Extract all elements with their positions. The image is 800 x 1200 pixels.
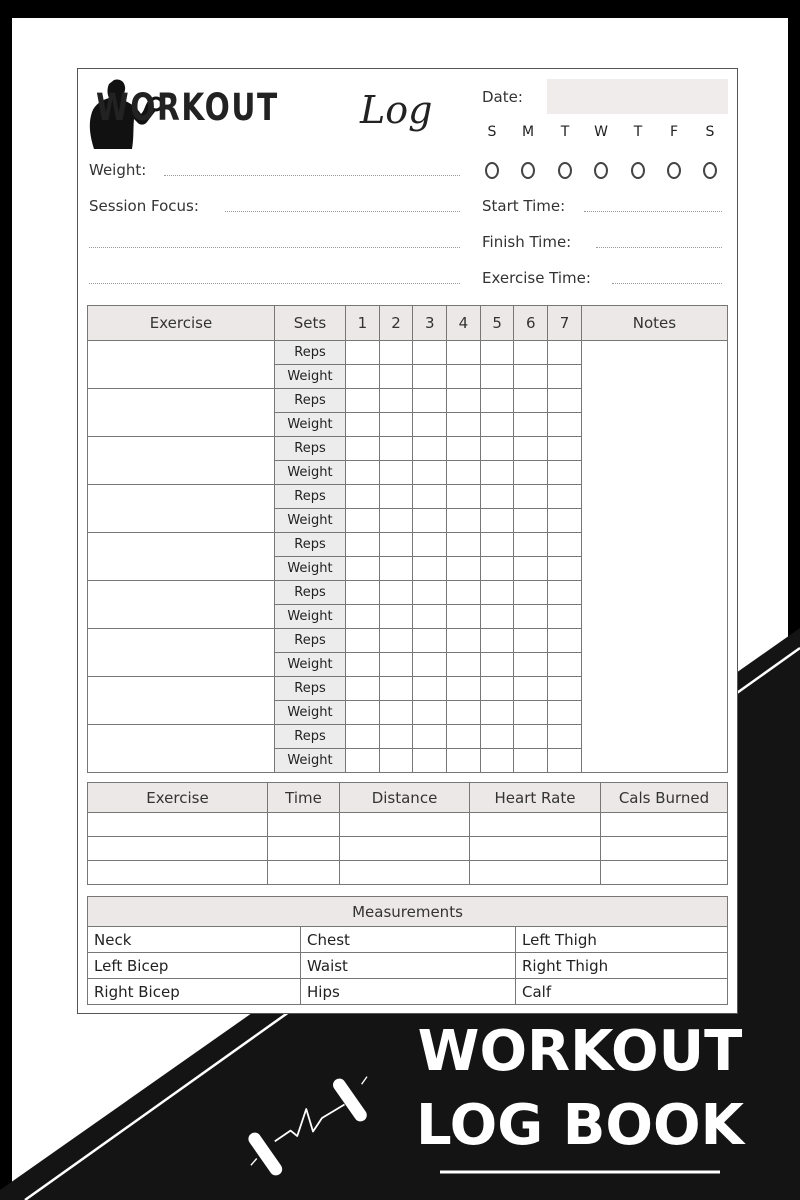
- set-cell[interactable]: [379, 725, 413, 749]
- exercise-cell[interactable]: [88, 629, 275, 677]
- set-cell[interactable]: [514, 413, 548, 437]
- set-cell[interactable]: [548, 557, 582, 581]
- set-cell[interactable]: [514, 365, 548, 389]
- set-cell[interactable]: [480, 557, 514, 581]
- sets-table: [87, 305, 728, 773]
- set-cell[interactable]: [480, 629, 514, 653]
- set-cell[interactable]: [548, 653, 582, 677]
- set-cell[interactable]: [413, 749, 447, 773]
- cardio-cell[interactable]: [88, 861, 268, 885]
- set-cell[interactable]: [379, 365, 413, 389]
- measurement-cell[interactable]: Left Bicep: [88, 953, 301, 979]
- set-cell[interactable]: [346, 389, 380, 413]
- set-cell[interactable]: [548, 677, 582, 701]
- set-type-label: Reps: [275, 389, 346, 413]
- set-cell[interactable]: [413, 389, 447, 413]
- set-cell[interactable]: [480, 485, 514, 509]
- logo-title: WORKOUT: [96, 86, 279, 129]
- set-cell[interactable]: [379, 485, 413, 509]
- set-cell[interactable]: [447, 629, 481, 653]
- session-focus-line-2[interactable]: [89, 247, 460, 248]
- measurement-cell[interactable]: Waist: [301, 953, 516, 979]
- set-cell[interactable]: [413, 557, 447, 581]
- set-cell[interactable]: [514, 485, 548, 509]
- set-cell[interactable]: [480, 581, 514, 605]
- set-type-label: Weight: [275, 413, 346, 437]
- set-cell[interactable]: [548, 725, 582, 749]
- table-row: [88, 341, 728, 365]
- column-header: 1: [346, 306, 380, 341]
- column-header: Exercise: [88, 306, 275, 341]
- cardio-cell[interactable]: [340, 837, 470, 861]
- set-type-label: Weight: [275, 365, 346, 389]
- set-cell[interactable]: [480, 437, 514, 461]
- weight-field[interactable]: [164, 175, 460, 176]
- start-time-label: Start Time:: [482, 197, 566, 215]
- column-header: 7: [548, 306, 582, 341]
- set-cell[interactable]: [480, 413, 514, 437]
- set-cell[interactable]: [548, 629, 582, 653]
- set-cell[interactable]: [346, 413, 380, 437]
- finish-time-label: Finish Time:: [482, 233, 572, 251]
- set-cell[interactable]: [548, 461, 582, 485]
- day-label: T: [633, 124, 643, 140]
- set-cell[interactable]: [413, 701, 447, 725]
- column-header: Sets: [275, 306, 346, 341]
- cardio-cell[interactable]: [88, 837, 268, 861]
- date-field[interactable]: [547, 79, 728, 114]
- set-cell[interactable]: [548, 389, 582, 413]
- set-cell[interactable]: [413, 365, 447, 389]
- set-cell[interactable]: [346, 533, 380, 557]
- set-type-label: Reps: [275, 629, 346, 653]
- set-cell[interactable]: [514, 581, 548, 605]
- column-header: Heart Rate: [470, 783, 601, 813]
- set-cell[interactable]: [346, 485, 380, 509]
- exercise-cell[interactable]: [88, 341, 275, 389]
- set-cell[interactable]: [346, 629, 380, 653]
- set-cell[interactable]: [346, 677, 380, 701]
- cardio-cell[interactable]: [88, 813, 268, 837]
- set-cell[interactable]: [447, 533, 481, 557]
- set-cell[interactable]: [480, 365, 514, 389]
- set-cell[interactable]: [346, 581, 380, 605]
- set-cell[interactable]: [447, 701, 481, 725]
- column-header: Exercise: [88, 783, 268, 813]
- set-cell[interactable]: [346, 701, 380, 725]
- set-cell[interactable]: [346, 341, 380, 365]
- cover-title-line2: LOG BOOK: [415, 1093, 745, 1158]
- set-cell[interactable]: [548, 437, 582, 461]
- set-type-label: Weight: [275, 605, 346, 629]
- measurement-cell[interactable]: Right Thigh: [516, 953, 728, 979]
- set-cell[interactable]: [447, 557, 481, 581]
- set-cell[interactable]: [514, 389, 548, 413]
- set-cell[interactable]: [480, 509, 514, 533]
- set-cell[interactable]: [413, 677, 447, 701]
- set-cell[interactable]: [346, 557, 380, 581]
- cardio-cell[interactable]: [470, 813, 601, 837]
- exercise-cell[interactable]: [88, 437, 275, 485]
- set-cell[interactable]: [346, 461, 380, 485]
- set-cell[interactable]: [447, 653, 481, 677]
- day-checkbox[interactable]: [703, 162, 717, 179]
- set-type-label: Reps: [275, 533, 346, 557]
- table-row: [88, 927, 728, 953]
- set-cell[interactable]: [447, 581, 481, 605]
- set-type-label: Reps: [275, 437, 346, 461]
- set-type-label: Reps: [275, 341, 346, 365]
- set-cell[interactable]: [447, 509, 481, 533]
- notes-cell[interactable]: [581, 341, 727, 773]
- cardio-cell[interactable]: [268, 813, 340, 837]
- cardio-cell[interactable]: [470, 861, 601, 885]
- set-cell[interactable]: [413, 605, 447, 629]
- session-focus-line-3[interactable]: [89, 283, 460, 284]
- set-cell[interactable]: [379, 701, 413, 725]
- set-cell[interactable]: [548, 365, 582, 389]
- exercise-cell[interactable]: [88, 725, 275, 773]
- set-cell[interactable]: [548, 533, 582, 557]
- set-type-label: Reps: [275, 677, 346, 701]
- set-cell[interactable]: [413, 437, 447, 461]
- set-cell[interactable]: [346, 509, 380, 533]
- set-cell[interactable]: [514, 653, 548, 677]
- set-type-label: Weight: [275, 509, 346, 533]
- set-cell[interactable]: [379, 653, 413, 677]
- table-row: [88, 861, 728, 885]
- exercise-cell[interactable]: [88, 533, 275, 581]
- set-cell[interactable]: [514, 341, 548, 365]
- set-cell[interactable]: [514, 629, 548, 653]
- set-cell[interactable]: [480, 533, 514, 557]
- session-focus-field[interactable]: [225, 211, 460, 212]
- set-cell[interactable]: [548, 341, 582, 365]
- exercise-cell[interactable]: [88, 677, 275, 725]
- set-cell[interactable]: [548, 605, 582, 629]
- set-cell[interactable]: [480, 605, 514, 629]
- exercise-time-field[interactable]: [612, 283, 722, 284]
- set-type-label: Weight: [275, 557, 346, 581]
- measurement-cell[interactable]: Neck: [88, 927, 301, 953]
- set-cell[interactable]: [413, 485, 447, 509]
- cardio-cell[interactable]: [340, 861, 470, 885]
- cardio-table: [87, 782, 728, 885]
- set-cell[interactable]: [346, 437, 380, 461]
- day-checkbox[interactable]: [594, 162, 608, 179]
- set-type-label: Reps: [275, 485, 346, 509]
- set-cell[interactable]: [379, 461, 413, 485]
- set-cell[interactable]: [346, 653, 380, 677]
- day-checkbox[interactable]: [667, 162, 681, 179]
- set-cell[interactable]: [514, 533, 548, 557]
- cardio-cell[interactable]: [268, 861, 340, 885]
- set-cell[interactable]: [379, 581, 413, 605]
- table-row: [88, 837, 728, 861]
- set-cell[interactable]: [379, 557, 413, 581]
- set-cell[interactable]: [447, 413, 481, 437]
- exercise-cell[interactable]: [88, 485, 275, 533]
- set-cell[interactable]: [514, 677, 548, 701]
- set-cell[interactable]: [548, 413, 582, 437]
- set-cell[interactable]: [413, 341, 447, 365]
- set-cell[interactable]: [548, 749, 582, 773]
- column-header: 6: [514, 306, 548, 341]
- set-cell[interactable]: [379, 341, 413, 365]
- measurement-cell[interactable]: Calf: [516, 979, 728, 1005]
- day-checkbox[interactable]: [631, 162, 645, 179]
- cardio-cell[interactable]: [601, 861, 728, 885]
- column-header: 4: [447, 306, 481, 341]
- set-cell[interactable]: [480, 725, 514, 749]
- cover-title-line1: WORKOUT: [417, 1019, 743, 1084]
- set-cell[interactable]: [346, 725, 380, 749]
- set-cell[interactable]: [514, 605, 548, 629]
- day-label: S: [705, 124, 715, 140]
- exercise-time-label: Exercise Time:: [482, 269, 591, 287]
- column-header: Distance: [340, 783, 470, 813]
- set-cell[interactable]: [447, 437, 481, 461]
- set-cell[interactable]: [548, 581, 582, 605]
- set-cell[interactable]: [379, 629, 413, 653]
- exercise-cell[interactable]: [88, 389, 275, 437]
- set-cell[interactable]: [447, 485, 481, 509]
- set-cell[interactable]: [379, 389, 413, 413]
- table-row: [88, 979, 728, 1005]
- set-cell[interactable]: [346, 605, 380, 629]
- column-header: Time: [268, 783, 340, 813]
- column-header: 5: [480, 306, 514, 341]
- table-row: [88, 953, 728, 979]
- set-cell[interactable]: [447, 341, 481, 365]
- set-cell[interactable]: [447, 725, 481, 749]
- set-cell[interactable]: [548, 485, 582, 509]
- set-type-label: Weight: [275, 749, 346, 773]
- set-cell[interactable]: [379, 509, 413, 533]
- set-cell[interactable]: [480, 677, 514, 701]
- day-checkbox[interactable]: [485, 162, 499, 179]
- set-cell[interactable]: [514, 461, 548, 485]
- exercise-cell[interactable]: [88, 581, 275, 629]
- column-header: 2: [379, 306, 413, 341]
- set-cell[interactable]: [379, 413, 413, 437]
- set-cell[interactable]: [346, 749, 380, 773]
- set-cell[interactable]: [379, 749, 413, 773]
- set-cell[interactable]: [514, 437, 548, 461]
- column-header: Notes: [581, 306, 727, 341]
- set-cell[interactable]: [548, 509, 582, 533]
- set-cell[interactable]: [447, 605, 481, 629]
- day-label: S: [487, 124, 497, 140]
- set-cell[interactable]: [447, 749, 481, 773]
- day-checkbox[interactable]: [521, 162, 535, 179]
- session-focus-label: Session Focus:: [89, 197, 199, 215]
- set-type-label: Reps: [275, 725, 346, 749]
- set-cell[interactable]: [514, 509, 548, 533]
- column-header: 3: [413, 306, 447, 341]
- set-cell[interactable]: [480, 389, 514, 413]
- measurement-cell[interactable]: Left Thigh: [516, 927, 728, 953]
- set-cell[interactable]: [447, 365, 481, 389]
- measurement-cell[interactable]: Right Bicep: [88, 979, 301, 1005]
- start-time-field[interactable]: [584, 211, 722, 212]
- day-label: T: [560, 124, 570, 140]
- measurement-cell[interactable]: Chest: [301, 927, 516, 953]
- measurement-cell[interactable]: Hips: [301, 979, 516, 1005]
- weight-label: Weight:: [89, 161, 147, 179]
- day-label: W: [594, 124, 608, 140]
- measurements-table: [87, 896, 728, 1005]
- set-cell[interactable]: [379, 533, 413, 557]
- column-header: Cals Burned: [601, 783, 728, 813]
- set-cell[interactable]: [447, 389, 481, 413]
- table-row: [88, 813, 728, 837]
- set-type-label: Weight: [275, 653, 346, 677]
- cardio-cell[interactable]: [340, 813, 470, 837]
- set-cell[interactable]: [413, 629, 447, 653]
- cardio-cell[interactable]: [470, 837, 601, 861]
- cardio-cell[interactable]: [601, 813, 728, 837]
- set-cell[interactable]: [346, 365, 380, 389]
- set-cell[interactable]: [480, 341, 514, 365]
- set-cell[interactable]: [413, 581, 447, 605]
- finish-time-field[interactable]: [596, 247, 722, 248]
- set-cell[interactable]: [480, 461, 514, 485]
- day-checkbox[interactable]: [558, 162, 572, 179]
- set-cell[interactable]: [413, 413, 447, 437]
- set-cell[interactable]: [413, 653, 447, 677]
- set-cell[interactable]: [413, 725, 447, 749]
- set-cell[interactable]: [413, 509, 447, 533]
- set-type-label: Weight: [275, 701, 346, 725]
- set-cell[interactable]: [514, 701, 548, 725]
- logo-script: Log: [360, 88, 433, 132]
- set-cell[interactable]: [514, 557, 548, 581]
- set-cell[interactable]: [413, 533, 447, 557]
- set-cell[interactable]: [447, 461, 481, 485]
- set-cell[interactable]: [548, 701, 582, 725]
- set-cell[interactable]: [379, 605, 413, 629]
- cardio-cell[interactable]: [601, 837, 728, 861]
- day-label: F: [669, 124, 679, 140]
- measurements-title: Measurements: [88, 897, 728, 927]
- set-type-label: Reps: [275, 581, 346, 605]
- set-cell[interactable]: [514, 749, 548, 773]
- day-label: M: [521, 124, 535, 140]
- set-cell[interactable]: [413, 461, 447, 485]
- set-cell[interactable]: [480, 653, 514, 677]
- set-cell[interactable]: [480, 749, 514, 773]
- set-cell[interactable]: [480, 701, 514, 725]
- set-cell[interactable]: [447, 677, 481, 701]
- cardio-cell[interactable]: [268, 837, 340, 861]
- set-cell[interactable]: [379, 437, 413, 461]
- date-label: Date:: [482, 88, 523, 106]
- set-type-label: Weight: [275, 461, 346, 485]
- set-cell[interactable]: [514, 725, 548, 749]
- set-cell[interactable]: [379, 677, 413, 701]
